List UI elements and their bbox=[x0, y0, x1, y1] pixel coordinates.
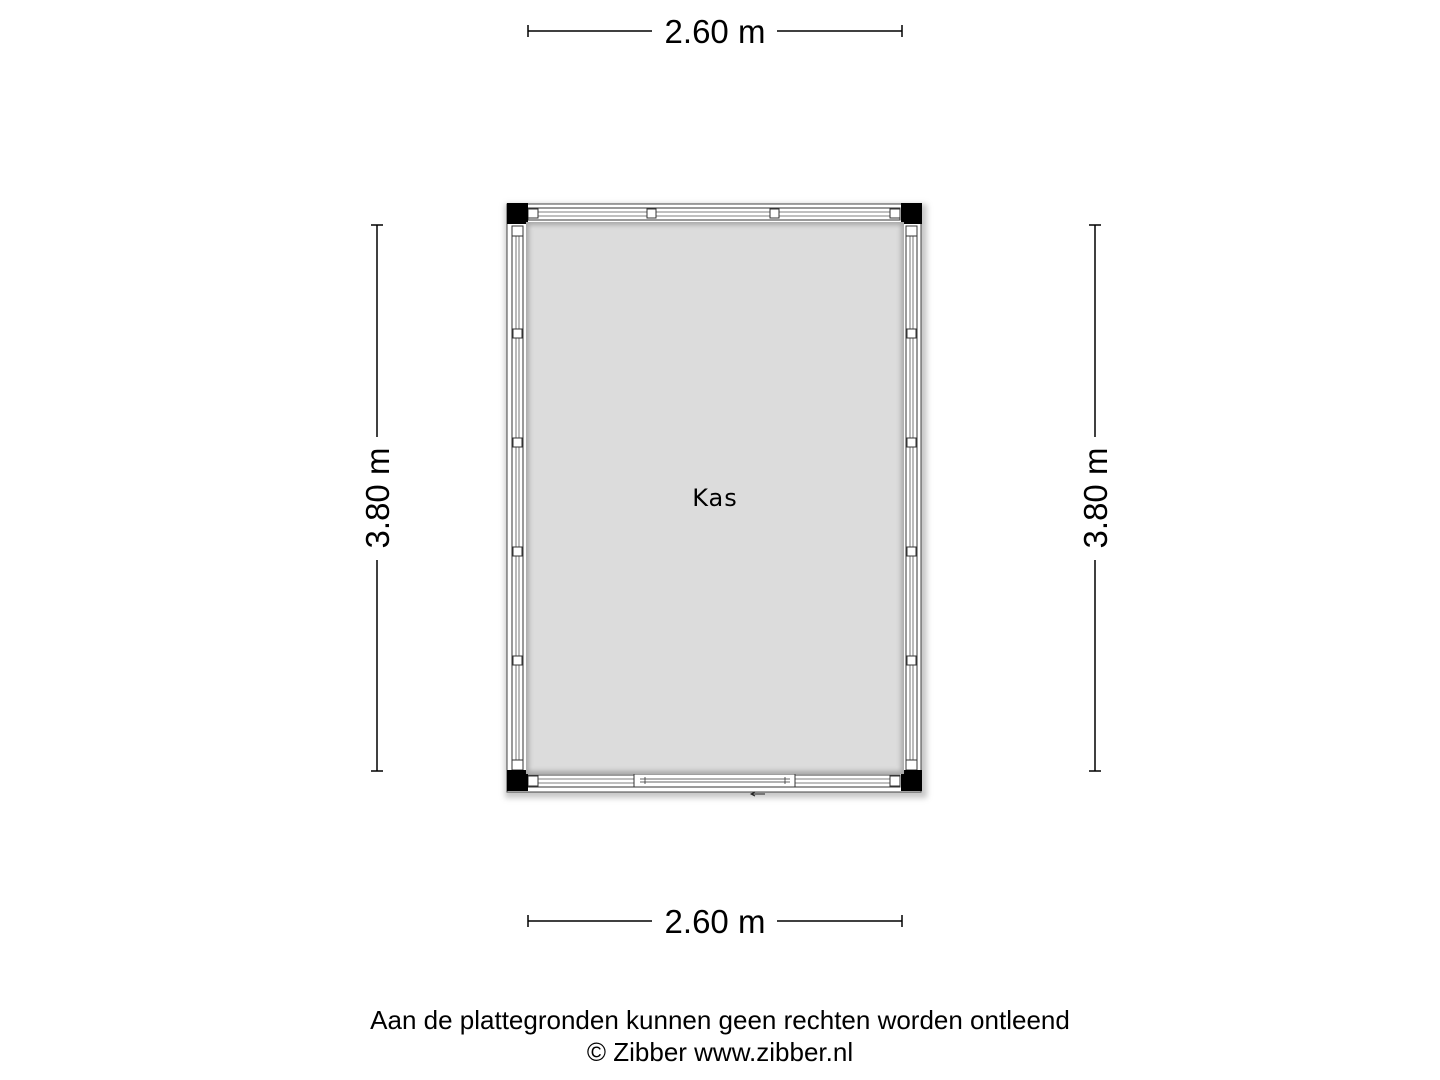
corner-post-top-left bbox=[507, 203, 528, 224]
corner-post-bottom-left bbox=[507, 770, 528, 791]
corner-post-top-right bbox=[901, 203, 922, 224]
dimension-right-label: 3.80 m bbox=[1077, 447, 1114, 549]
dimension-top bbox=[528, 13, 902, 50]
wall-top bbox=[528, 208, 900, 220]
copyright-text: © Zibber www.zibber.nl bbox=[586, 1037, 854, 1067]
greenhouse bbox=[505, 203, 927, 798]
dimension-right bbox=[1077, 225, 1114, 771]
dimension-left-label: 3.80 m bbox=[359, 447, 396, 549]
wall-left bbox=[512, 226, 523, 770]
dimension-bottom bbox=[528, 903, 902, 940]
disclaimer-text: Aan de plattegronden kunnen geen rechten worden ontleend bbox=[370, 1005, 1070, 1035]
sliding-door bbox=[634, 774, 795, 787]
room-label: Kas bbox=[692, 484, 738, 512]
corner-post-bottom-right bbox=[901, 770, 922, 791]
dimension-top-label: 2.60 m bbox=[664, 13, 766, 50]
wall-right bbox=[906, 226, 917, 770]
dimension-bottom-label: 2.60 m bbox=[664, 903, 766, 940]
dimension-left bbox=[359, 225, 396, 771]
